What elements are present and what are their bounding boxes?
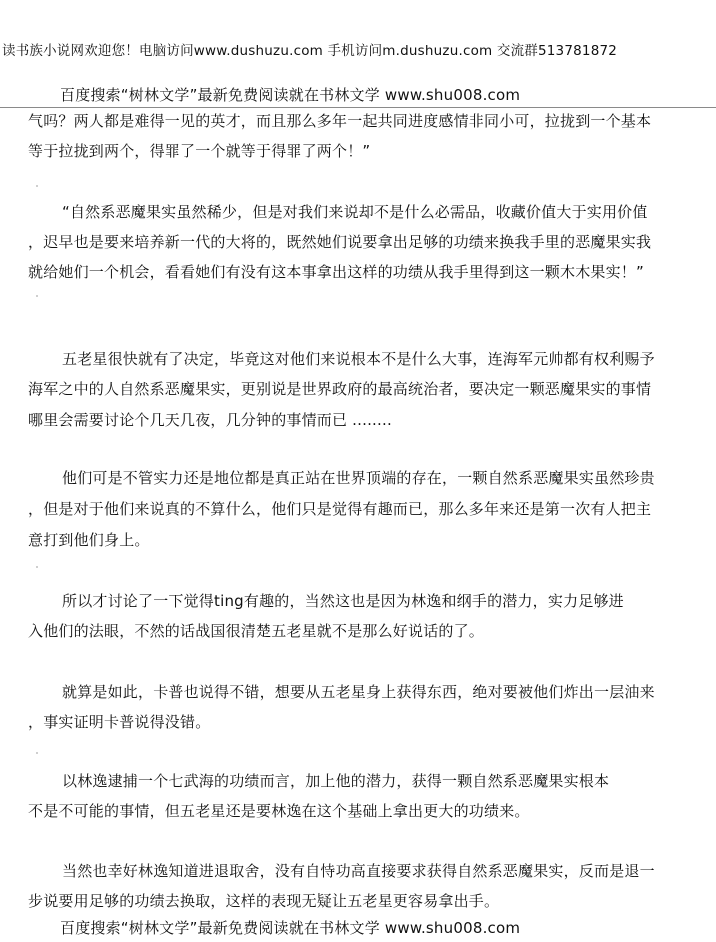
paragraph-line: 等于拉拢到两个，得罪了一个就等于得罪了两个！” — [28, 142, 371, 160]
paragraph-line: 意打到他们身上。 — [28, 531, 150, 549]
scan-speck — [36, 566, 38, 568]
paragraph-line: ，迟早也是要来培养新一代的大将的，既然她们说要拿出足够的功绩来换我手里的恶魔果实我 — [28, 233, 652, 251]
paragraph-line: ，但是对于他们来说真的不算什么，他们只是觉得有趣而已，那么多年来还是第一次有人把主 — [28, 500, 652, 518]
paragraph-line: 就给她们一个机会，看看她们有没有这本事拿出这样的功绩从我手里得到这一颗木木果实！” — [28, 263, 644, 281]
paragraph-line: 他们可是不管实力还是地位都是真正站在世界顶端的存在，一颗自然系恶魔果实虽然珍贵 — [62, 469, 655, 487]
top-watermark: 百度搜索“树林文学”最新免费阅读就在书林文学 www.shu008.com — [60, 86, 521, 104]
paragraph-line: 就算是如此，卡普也说得不错，想要从五老星身上获得东西，绝对要被他们炸出一层油来 — [62, 683, 655, 701]
paragraph-line: 所以才讨论了一下觉得ting有趣的，当然这也是因为林逸和纲手的潜力，实力足够进 — [62, 592, 624, 610]
bottom-watermark: 百度搜索“树林文学”最新免费阅读就在书林文学 www.shu008.com — [60, 919, 521, 937]
paragraph-line: ，事实证明卡普说得没错。 — [28, 713, 211, 731]
scan-speck — [36, 185, 38, 187]
paragraph-line: 以林逸逮捕一个七武海的功绩而言，加上他的潜力，获得一颗自然系恶魔果实根本 — [62, 772, 610, 790]
scan-speck — [36, 295, 38, 297]
paragraph-line: 不是不可能的事情，但五老星还是要林逸在这个基础上拿出更大的功绩来。 — [28, 802, 530, 820]
paragraph-line: 五老星很快就有了决定，毕竟这对他们来说根本不是什么大事，连海军元帅都有权利赐予 — [62, 350, 655, 368]
paragraph-line: 步说要用足够的功绩去换取，这样的表现无疑让五老星更容易拿出手。 — [28, 892, 500, 910]
paragraph-line: 当然也幸好林逸知道进退取舍，没有自恃功高直接要求获得自然系恶魔果实，反而是退一 — [62, 862, 655, 880]
paragraph-line: 气吗？两人都是难得一见的英才，而且那么多年一起共同进度感情非同小可，拉拢到一个基本 — [28, 112, 652, 130]
paragraph-line: “自然系恶魔果实虽然稀少，但是对我们来说却不是什么必需品，收藏价值大于实用价值 — [62, 203, 648, 221]
header-divider — [0, 107, 716, 108]
site-banner: 读书族小说网欢迎您！电脑访问www.dushuzu.com 手机访问m.dushuzu.com 交流群513781872 — [2, 43, 618, 59]
paragraph-line: 海军之中的人自然系恶魔果实，更别说是世界政府的最高统治者，要决定一颗恶魔果实的事情 — [28, 380, 652, 398]
scan-speck — [36, 752, 38, 754]
paragraph-line: 哪里会需要讨论个几天几夜，几分钟的事情而已 ........ — [28, 411, 392, 429]
paragraph-line: 入他们的法眼，不然的话战国很清楚五老星就不是那么好说话的了。 — [28, 622, 485, 640]
